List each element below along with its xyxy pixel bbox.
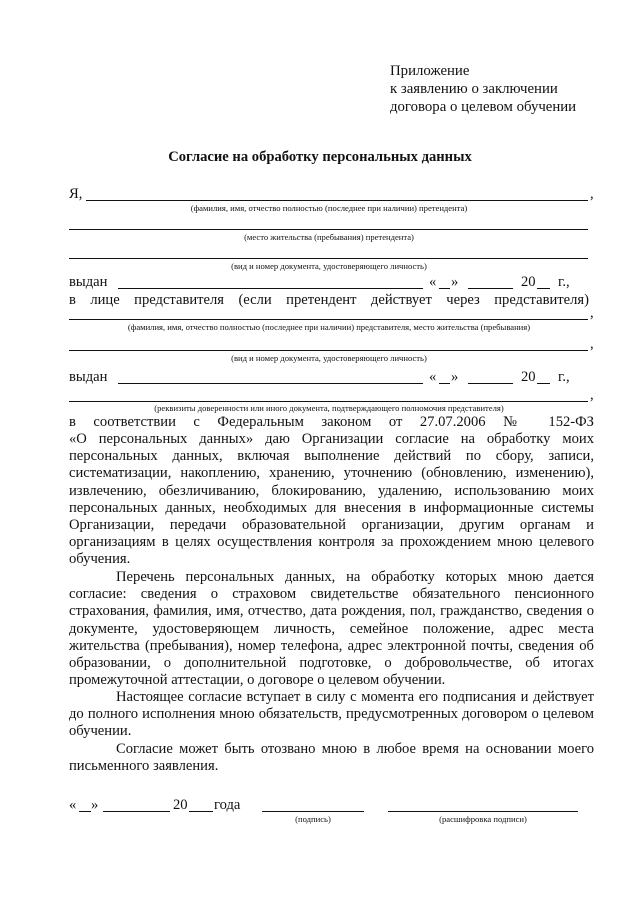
fio-input-line[interactable]	[86, 200, 588, 201]
comma-4: ,	[590, 387, 594, 403]
quote-close: »	[451, 274, 459, 290]
comma-2: ,	[590, 305, 594, 321]
paragraph-3: Настоящее согласие вступает в силу с момента его подписания и действует до полного исполнения мною обязательств, предусмотренных договором о целевом обучении.	[69, 689, 594, 740]
caption-doc: (вид и номер документа, удостоверяющего личность)	[231, 261, 427, 271]
caption-fio: (фамилия, имя, отчество полностью (последнее при наличии) претендента)	[190, 203, 468, 213]
document-title: Согласие на обработку персональных данных	[168, 149, 472, 165]
paragraph-4: Согласие может быть отозвано мною в любое время на основании моего письменного заявления.	[69, 741, 594, 775]
issue-year-input-line[interactable]	[537, 288, 550, 289]
caption-decoding: (расшифровка подписи)	[439, 814, 527, 824]
power-of-attorney-input-line[interactable]	[69, 401, 588, 402]
ya-label: Я,	[69, 186, 83, 202]
sign-day-input-line[interactable]	[79, 811, 91, 812]
year-suffix: г.,	[558, 274, 570, 290]
footer-year-word: года	[214, 797, 241, 813]
caption-residence: (место жительства (пребывания) претендента)	[244, 232, 414, 242]
comma: ,	[590, 186, 594, 202]
decoding-input-line[interactable]	[388, 811, 578, 812]
paragraph-1-first-line: в соответствии с Федеральным законом от 27.07.2006 № 152-ФЗ	[69, 414, 594, 430]
attachment-header	[390, 62, 576, 116]
issue-month-input-line[interactable]	[468, 288, 513, 289]
footer-quote-open: «	[69, 797, 77, 813]
paragraph-1: «О персональных данных» даю Организации согласие на обработку моих персональных данных, включая выполнение действий по сбору, записи, систематизации, накоплению, хранению, уточнению (обновлению, изменению), извлечению, обезличиванию, блокированию, удалению, использованию моих персональных данных, необходимых для внесения в информационные системы Организации, передачи образовательной организации, другим органам и организациям в целях осуществления контроля за прохождением мною целевого обучения.	[69, 431, 594, 568]
year-suffix-2: г.,	[558, 369, 570, 385]
header-line-1: Приложение	[390, 63, 470, 79]
issued-by-input-line[interactable]	[118, 288, 423, 289]
rep-issue-day-input-line[interactable]	[439, 383, 450, 384]
signature-input-line[interactable]	[262, 811, 364, 812]
residence-input-line[interactable]	[69, 229, 588, 230]
year-prefix: 20	[521, 274, 536, 290]
quote-open: «	[429, 274, 437, 290]
issued-label-2: выдан	[69, 369, 108, 385]
year-prefix-2: 20	[521, 369, 536, 385]
caption-power: (реквизиты доверенности или иного документа, подтверждающего полномочия представителя)	[154, 403, 504, 413]
rep-issue-year-input-line[interactable]	[537, 383, 550, 384]
doc-input-line[interactable]	[69, 258, 588, 259]
caption-signature: (подпись)	[295, 814, 331, 824]
rep-issue-month-input-line[interactable]	[468, 383, 513, 384]
rep-doc-input-line[interactable]	[69, 350, 588, 351]
footer-year-prefix: 20	[173, 797, 188, 813]
quote-open-2: «	[429, 369, 437, 385]
paragraph-2: Перечень персональных данных, на обработку которых мною дается согласие: сведения о страховом свидетельстве обязательного пенсионного страхования, фамилия, имя, отчество, дата рождения, пол, гражданство, сведения о документе, удостоверяющем личность, семейное положение, адрес места жительства (пребывания), номер телефона, адрес электронной почты, сведения об образовании, о дополнительной подготовке, о добровольчестве, об итогах промежуточной аттестации, о договоре о целевом обучении.	[69, 569, 594, 689]
sign-month-input-line[interactable]	[103, 811, 170, 812]
sign-year-input-line[interactable]	[189, 811, 213, 812]
representative-line: в лице представителя (если претендент действует через представителя)	[69, 292, 589, 308]
caption-doc-2: (вид и номер документа, удостоверяющего личность)	[231, 353, 427, 363]
caption-rep: (фамилия, имя, отчество полностью (последнее при наличии) представителя, место жительства (пребывания)	[127, 322, 531, 332]
header-line-2: к заявлению о заключении	[390, 81, 558, 97]
header-line-3: договора о целевом обучении	[390, 99, 577, 115]
rep-fio-input-line[interactable]	[69, 319, 588, 320]
footer-quote-close: »	[91, 797, 99, 813]
rep-issued-by-input-line[interactable]	[118, 383, 423, 384]
quote-close-2: »	[451, 369, 459, 385]
comma-3: ,	[590, 336, 594, 352]
issue-day-input-line[interactable]	[439, 288, 450, 289]
issued-label: выдан	[69, 274, 108, 290]
